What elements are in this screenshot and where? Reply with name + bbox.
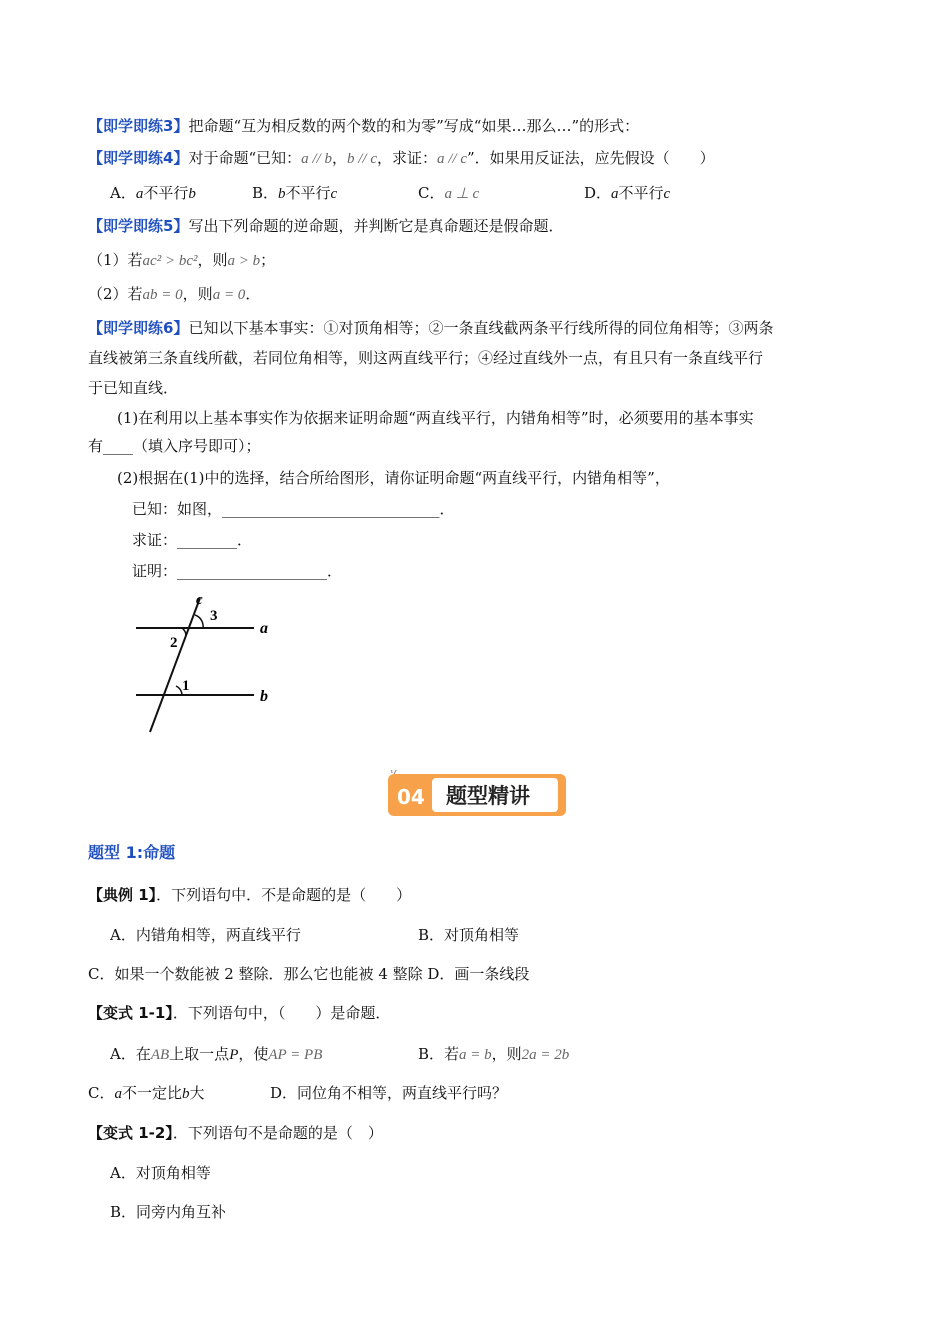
label-b: b [260, 688, 268, 705]
exercise-5 [88, 216, 563, 236]
exercise-4-text: 对于命题“已知： [188, 149, 302, 167]
option-label: B． [252, 184, 279, 202]
label-3: 3 [210, 608, 218, 624]
math-var: a [611, 186, 619, 202]
math-var: a [114, 1086, 122, 1102]
q-text: ，则 [182, 285, 213, 303]
option-label: C． [418, 184, 445, 202]
q-text: ，则 [197, 251, 228, 269]
section-banner [388, 770, 566, 816]
exercise-4-option-d [584, 183, 670, 204]
exercise-6-line-3: 于已知直线． [88, 379, 179, 397]
example-1-text: ．下列语句中．不是命题的是（ ） [156, 886, 412, 904]
variant-1-1-text: ．下列语句中，（ ）是命题． [172, 1004, 391, 1022]
variant-1-2-tag: 【变式 1-2】 [88, 1124, 173, 1142]
banner-number: 04 [397, 785, 425, 809]
exercise-4 [88, 148, 715, 169]
option-label: D． [584, 184, 612, 202]
exercise-4-text: ， [331, 149, 347, 167]
option-text: 不平行 [618, 184, 664, 202]
banner-background [388, 770, 566, 818]
math-expr: 2a = 2b [521, 1047, 570, 1063]
exercise-5-q1 [88, 250, 275, 271]
label-2: 2 [170, 635, 178, 651]
option-text: 不平行 [285, 184, 331, 202]
option-text: 大 [189, 1084, 205, 1102]
example-1 [88, 885, 411, 905]
proof-line: 证明：____________________． [132, 562, 343, 580]
prove-line: 求证：________． [132, 531, 253, 549]
option-text: A．在 [110, 1045, 151, 1063]
math-expr: b // c [346, 151, 377, 167]
option-text: 不平行 [143, 184, 189, 202]
math-var: b [188, 186, 196, 202]
math-expr: ab = 0 [142, 287, 183, 303]
math-expr: a ⊥ c [444, 186, 480, 202]
angle-2-arc [182, 628, 186, 636]
exercise-4-option-b [252, 183, 337, 204]
variant-1-1-tag: 【变式 1-1】 [88, 1004, 173, 1022]
exercise-5-text: 写出下列命题的逆命题，并判断它是真命题还是假命题． [188, 217, 564, 235]
parallel-lines-figure [130, 590, 290, 740]
option-text: 上取一点 [169, 1045, 230, 1063]
exercise-6-line-1 [88, 318, 773, 338]
exercise-5-tag: 【即学即练5】 [88, 217, 189, 235]
exercise-3-text: 把命题“互为相反数的两个数的和为零”写成“如果…那么…”的形式： [188, 117, 640, 135]
section-title: 题型 1:命题 [88, 843, 176, 862]
line-c [150, 598, 200, 732]
math-var: b [182, 1086, 190, 1102]
variant-1-2-text: ．下列语句不是命题的是（ ） [172, 1124, 383, 1142]
exercise-6-part2: (2)根据在(1)中的选择，结合所给图形，请你证明命题“两直线平行，内错角相等”， [117, 469, 670, 487]
option-text: ，使 [238, 1045, 269, 1063]
option-text: B．若 [418, 1045, 460, 1063]
exercise-4-option-c [418, 183, 479, 204]
banner-title: 题型精讲 [446, 784, 530, 808]
label-a: a [260, 620, 268, 637]
exercise-6-part1-line-1: (1)在利用以上基本事实作为依据来证明命题“两直线平行，内错角相等”时，必须要用的基本事实 [117, 409, 754, 427]
variant-1-1-option-c [88, 1083, 205, 1104]
math-var: P [229, 1047, 239, 1063]
angle-3-arc [195, 615, 203, 628]
math-var: a [135, 186, 144, 202]
variant-1-2-option-a: A．对顶角相等 [110, 1164, 211, 1182]
example-1-option-b: B．对顶角相等 [418, 926, 520, 944]
math-expr: a // c [437, 151, 467, 167]
math-expr: ac² > bc² [142, 253, 198, 269]
q-text: （1）若 [88, 251, 143, 269]
exercise-4-text: ”．如果用反证法，应先假设（ ） [467, 149, 715, 167]
math-var: c [663, 186, 671, 202]
option-text: ，则 [491, 1045, 522, 1063]
variant-1-1-option-b [418, 1044, 569, 1065]
example-1-option-a: A．内错角相等，两直线平行 [110, 926, 301, 944]
q-text: ． [245, 285, 261, 303]
variant-1-2-option-b: B．同旁内角互补 [110, 1203, 227, 1221]
variant-1-1-option-a [110, 1044, 322, 1065]
variant-1-1-option-d: D．同位角不相等，两直线平行吗？ [270, 1084, 508, 1102]
q-text: （2）若 [88, 285, 143, 303]
exercise-4-tag: 【即学即练4】 [88, 149, 189, 167]
math-expr: a // b [301, 151, 332, 167]
exercise-3 [88, 116, 639, 136]
exercise-6-part1-line-2: 有____（填入序号即可）； [88, 437, 261, 455]
exercise-6-text: 已知以下基本事实：①对顶角相等；②一条直线截两条平行线所得的同位角相等；③两条 [188, 319, 774, 337]
banner-hook-icon [392, 770, 398, 774]
variant-1-2 [88, 1123, 383, 1143]
variant-1-1 [88, 1003, 390, 1023]
label-1: 1 [182, 678, 190, 694]
given-line: 已知：如图，_____________________________． [132, 500, 455, 518]
math-expr: a = b [459, 1047, 492, 1063]
math-expr: AB [150, 1047, 170, 1063]
exercise-4-option-a [110, 183, 196, 204]
exercise-3-tag: 【即学即练3】 [88, 117, 189, 135]
exercise-5-q2 [88, 284, 260, 305]
q-text: ； [260, 251, 276, 269]
example-1-option-cd: C．如果一个数能被 2 整除．那么它也能被 4 整除 D．画一条线段 [88, 965, 530, 983]
math-var: b [278, 186, 286, 202]
math-var: c [330, 186, 338, 202]
option-text: 不一定比 [121, 1084, 182, 1102]
exercise-6-tag: 【即学即练6】 [88, 319, 189, 337]
math-expr: AP = PB [268, 1047, 323, 1063]
example-1-tag: 【典例 1】 [88, 886, 157, 904]
option-label: A． [110, 184, 136, 202]
exercise-6-line-2: 直线被第三条直线所截，若同位角相等，则这两直线平行；④经过直线外一点，有且只有一条直线平行 [88, 349, 764, 367]
math-expr: a > b [227, 253, 261, 269]
label-c: c [196, 592, 203, 608]
math-expr: a = 0 [212, 287, 246, 303]
option-text: C． [88, 1084, 115, 1102]
exercise-4-text: ，求证： [376, 149, 437, 167]
